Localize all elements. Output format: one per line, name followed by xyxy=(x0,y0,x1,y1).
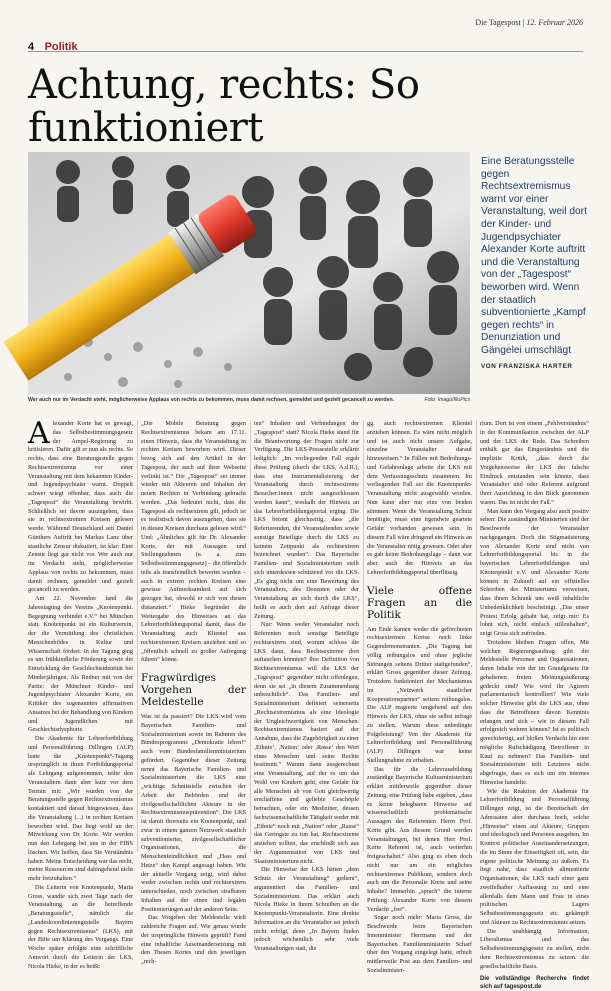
column-rule xyxy=(476,420,477,852)
issue-date: 12. Februar 2026 xyxy=(526,18,583,27)
section-header xyxy=(28,37,583,52)
column-rule xyxy=(137,420,138,852)
paragraph: Sogar noch mehr: Maria Gross, die Beschwerde beim Bayerischen Innenminister Herrmann und der Bayerischen Familienministerin Scharf über den Vorgang eingelegt hatte, erhielt mittlerweile Post aus dem Familien- und Sozialminister- xyxy=(367,914,472,974)
paragraph: Die Hinweise der LKS hätten „dem Schutz der Veranstaltung“ gedient“, argumentiert das Familien- und Sozialministerium. Das erklärt auch Nicola Hieke in ihrem Schreiben an die Knotenpunkt-Veranstalterin. Eine direkte Information an die Veranstalter sei jedoch nicht erfolgt, denn „In Bayern finden jedoch wöchentlich sehr viele Veranstaltungen statt, die xyxy=(254,866,359,952)
paragraph: Nur: Wenn weder Veranstalter noch Referenten noch sonstige Beteiligte rechtsextrem sind, worum schloss die LKS dann, dass Rechtsextreme dort auftauchen könnten? Ihre Definition von Rechtsextremismus will die LKS der „Tagespost“ gegenüber nicht offenlegen, denn sie sei „in diesem Zusammenhang unbeachtlich“. Das Familien- und Sozialministerium definiert seinerseits „Rechtsextremismus als eine Ideologie der Ungleichwertigkeit von Menschen. Rechtsextremismus basiert auf der Annahme, dass die Zugehörigkeit zu einer ‚Ethnie‘, ‚Nation‘ oder ‚Rasse‘ den Wert eines Menschen und seine Rechte bestimmt.“ Warum dann ausgerechnet eine Veranstaltung, auf der es um das Wohl von Kindern geht, eine Gefahr für alle Menschen ab von Gott gleichwertig erschaffene und geliebte Geschöpfe betrachten, oder ein Mediziner, dessen fachwissenschaftliche Tätigkeit weder mit „Ethnie“ noch mit „Nation“ oder „Rasse“ das Geringste zu tun hat, Rechtsextreme anziehen sollten, das erschließt sich aus der Argumentation von LKS und Staatsministerium nicht. xyxy=(254,621,359,865)
photo-credit: Foto: Imago/IlluPics xyxy=(424,397,470,403)
endnote-link[interactable]: Die vollständige Recherche findet sich auf tagespost.de xyxy=(480,976,589,991)
subheading: Viele offene Fragen an die Politik xyxy=(367,584,472,621)
article-column-1 xyxy=(28,416,133,970)
paragraph: Trotzdem bleiben Fragen offen. Mit welchen Regierungsauftrag gibt die Meldestelle Personen und Organisationen, deren Inhalte von der im Grundgesetz für gehaltenen freien Meinungsäußerung gedeckt sind? Wie wird ihr Agieren parlamentarisch kontrolliert? Wie viele solcher Hinweise gibt die LKS aus, ohne dass die Betroffenen davon Kenntnis erlangen und sich – wie in diesem Fall erfolgreich wehren können? Ist es politisch gerechtfertigt, auf bloßen Verdacht hin eine mögliche Rufschädigung Betroffener in Kauf zu nehmen? Das Familien- und Sozialministerium teilt Letzteres nicht abgefragte, dass es sich um ein internes Hinweise handelte. xyxy=(480,638,589,786)
paragraph: Das für die Lehrerausbildung zuständige Bayerische Kultusministerium erklärt mittlerweile gegenüber dieser Zeitung, eine Prüfung habe ergeben, „dass es keine belegbaren Hinweise auf wissenschaftlich problematische Aussagen des Referenten Herrn Prof. Korte gibt. Aus diesem Grund werden Veranstaltungen, bei denen Herr Prof. Korte Referent ist, auch weiterhin freigeschaltet.“ Also ging es eben doch nicht nur um ein mögliches rechtsextremes Publikum, sondern doch auch um die Personalie Korte und seine Inhalte? Immerhin „sprach“ die interne Prüfung Alexander Korte von diesem Verdacht „frei“. xyxy=(367,765,472,913)
paragraph: Man kann den Vorgang also auch positiv sehen: Die zuständigen Ministerien sind der Beschwerde der Veranstalter nachgegangen. Doch die Stigmatisierung von Alexander Korte sind nicht von Lehrerfortbildungsportal bis in die bayerischen Lehrerfortbildungen und Knotenpunkt e.V. und Alexander Korte können in Zukunft auf ein offizielles Schreiben des Ministeriums verweisen, dass ihnen Schrank uns weiß inhaltliche Unbedenklichkeit bescheinigt. „Das unser Protest Erfolg gehabt hat, zeigt mir: Es lohnt sich, nicht einfach stillzuhalten“, zeigt Gross sich zufrieden. xyxy=(480,507,589,637)
caption-text: Wer auch nur im Verdacht steht, möglicherweise Applaus von rechts zu bekommen, muss damit rechnen, gemeldet und gezielt gecancelt zu werden. xyxy=(28,397,395,403)
article-column-2 xyxy=(141,420,246,965)
paragraph: „Die Mobile Beratung gegen Rechtsextremismus bekam am 17.11. einen Hinweis, dass die Veranstaltung in rechten Kreisen beworben wird. Dieser bezog sich auf den Artikel in der Tagespost, der auch auf ihrer Webseite verlinkt ist.“ Die „Tagespost“ sei immer wieder mit Akteuren und Inhalten der neuen Rechten in Verbindung gebracht worden. „Das bedeutet nicht, dass die Tagespost als rechtsextrem gilt, jedoch ist es realistisch davon auszugehen, dass sie in diesen Kreisen durchaus gelesen wird.“ Und: „Ähnliches gilt für Dr. Alexander Korte, der mit Aussagen und Stellungnahmen (u. a. zum Selbstbestimmungsgesetz) – die öffentlich teils als transfeindlich bewertet wurden – auch in extrem rechten Kreisen eine gewisse Aufmerksamkeit auf sich gezogen hat, obwohl er sich von diesen distanziert.“ Hieke begründet die Weitergabe des Hinweises an das Lehrerfortbildungsportal damit, dass die Veranstaltung auch Klientel aus rechtsextremen Kreisen anziehen und so „öffentlich schnell zu großer Aufregung führen“ könne. xyxy=(141,420,246,664)
subheading: Fragwürdiges Vorgehen der Meldestelle xyxy=(141,672,246,708)
paragraph: Alexander Korte hat es gewagt, das Selbstbestimmungsgesetz der Ampel-Regierung zu kritisieren. Dafür gilt er nun als rechts. So rechts, dass eine Beratungsstelle gegen Rechtsextremismus vor einer Veranstaltung mit dem bekannten Kinder- und Jugendpsychiater warnt. Doppelt schwer wiegt offenbar, dass auch die „Tagespost“ die Veranstaltung bewirbt. Schließlich sei davon auszugehen, dass sie in rechtsextremen Kreisen gelesen werde. Während Deutschland seit Daniel Günthers Auftritt bei Markus Lanz über staatliche Zensur diskutiert, ist klar: Eine Zensur liegt gar nicht vor. Wer auch nur im Verdacht steht, möglicherweise Applaus von rechts zu bekommen, muss damit rechnen, gemeldet und gezielt gecancelt zu werden. xyxy=(28,416,133,594)
drop-cap: A xyxy=(28,416,50,451)
masthead-separator: | xyxy=(522,18,525,27)
paragraph: Die unabhängig Information, Liberalismus und das Selbstbestimmungsgesetz zu stellen, nicht dem Rechtsextremismus zu setzen. die gesellschaftliche Basis. xyxy=(480,927,589,970)
column-rule xyxy=(250,420,251,852)
paragraph: Am 22. November fand die Jahrestagung des Vereins „Knotenpunkt. Begegnung verbindet e.V.“ bei München statt. Knotenpunkt ist ein Kulturverein, der die Vermittlung des christlichen Menschenbildes in Kultur und Wissenschaft fördert. In der Tagung ging es um frühkindliche Förderung sowie die Entwicklung der Geschlechtsidentität bei Minderjährigen. Als Redner mit von der Partie: der Münchner Kinder- und Jugendpsychiater Alexander Korte, ein Kritiker des sogenannten affirmativen Ansatzes bei der Behandlung von Kindern und Jugendlichen mit Geschlechtsdysphorie. xyxy=(28,595,133,734)
headline-line-1: Achtung, rechts: So funktioniert xyxy=(28,62,420,151)
pencil-eraser-illustration xyxy=(28,152,470,394)
paragraph: ten“ Inhalten und Verbindungen der „Tagespost“ statt? Nicola Hieke stand für die Beantwortung der Fragen nicht zur Verfügung. Die LKS-Pressestelle erklärte lediglich: „Im vorliegenden Fall ergab diese Prüfung (durch die LKS, A.d.R.), dass eine Instrumentalisierung der Veranstaltung durch rechtsextreme Besucher:innen nicht ausgeschlossen werden kann“, weshalb der Hinweis an das Lehrerfortbildungsportal erging. Die LKS betont gleichzeitig, dass „die Referierenden, die Veranstaltenden sowie sonstige Beteiligte durch die LKS zu keinem Zeitpunkt als rechtsextrem bezeichnet wurden“. Das Bayerische Familien- und Sozialministerium stellt sich unterdessen schützend vor die LKS. „Es ging nicht um eine Bewertung des Veranstalters, des Dozenten oder der Veranstaltung an sich durch die LKS“, heißt es auch dort auf Anfrage dieser Zeitung. xyxy=(254,420,359,620)
paragraph: Die Akademie für Lehrerfortbildung und Personalführung Dillingen (ALP) hatte die „Knotenpunkt“-Tagung ursprünglich in ihren Fortbildungsportal als Lehrgang aufgenommen, teilte den Veranstaltern dann aber kurz vor dem Termin mit: „Wir wurden von der Beratungsstelle gegen Rechtsextremismus kontaktiert und darauf hingewiesen, dass die Veranstaltung (...) in rechten Kreisen beworben wird. Das liegt wohl an der Mitwirkung von Dr. Korte. Wir werden nun den Lehrgang bei uns in der FIBS löschen. Wir hoffen, dass Sie Verständnis haben. Meine Entscheidung war das nicht, meine Ressourcen sind dahingehend nicht mehr freizuhalten.“ xyxy=(28,735,133,882)
section-name: Politik xyxy=(44,41,78,53)
paragraph: Wie die Reaktion der Akademie für Lehrerfortbildung und Personalführung Dillingen zeigt, ist die Bereitschaft der Adressaten aber durchaus hoch, solche „Hinweise“ einen auf Akteure, Gruppen und ideologisch und Personen ausgehen. Im Kontext politischer Auseinandersetzungen, die im Sinne der Einseitigkeit oft, sein, die eigene politische Meinung zu äußern. Es liegt nahe, dass staatlich alimentierte Organisationen, die LKS nach einer ganz zweifelhafter Auffassung zu und eine allenfalls dem Mann und Frau in eines politischen Lagers Selbstbestimmungsgesetz etc. gekämpft und Akteure zu Rechtsextremismus setzen. xyxy=(480,787,589,926)
paragraph: Was ist da passiert? Die LKS wird vom Bayerischen Familien- und Sozialministerium sowie im Rahmen des Bundesprogramms „Demokratie leben!“ auch vom Bundesfamilienministerium gefördert. Gegenüber dieser Zeitung nennt das Bayerische Familien- und Sozialministerium die LKS eine „wichtige Schnittstelle zwischen der Arbeit der Behörden und der zivilgesellschaftlichen Akteure in der Rechtsextremismusprävention“. Die LKS ist damit ihrerseits ein Knotenpunkt, und zwar in einem ganzen Netzwerk staatlich subventionierter, zivilgesellschaftlicher Organisationen, die Menschenfeindlichkeit und „Hass und Hetze“ den Kampf angesagt haben. Wie der aktuelle Vorgang zeigt, wird dabei weder zwischen rechts und rechtsextrem unterschieden, noch zwischen strafbaren Inhalten auf der einen und legalen Positionierungen auf der anderen Seite. xyxy=(141,713,246,913)
photo-caption xyxy=(28,397,470,407)
article-column-4 xyxy=(367,420,472,974)
page-number: 4 xyxy=(28,41,35,53)
paper-name: Die Tagespost xyxy=(475,18,521,27)
article-column-3 xyxy=(254,420,359,952)
article-lead xyxy=(481,156,589,373)
masthead xyxy=(28,18,583,32)
article-column-5 xyxy=(480,420,589,991)
paragraph: Die Leiterin von Knotenpunkt, Maria Gross, wandte sich zwei Tage nach der Veranstaltung an die betreffende „Beratungsstelle“, nämlich die „Landeskoordinierungsstelle Bayern gegen Rechtsextremismus“ (LKS), mit der Bitte um Klärung des Vorgangs. Eine Woche später erfolgte eine schriftliche Antwort durch die Leiterin der LKS, Nicola Hieke, in der es heißt: xyxy=(28,883,133,970)
paragraph: Das Vorgehen der Meldestelle wirft zahlreiche Fragen auf. Wie genau wurde der ursprüngliche Hinweis geprüft? Fand eine inhaltliche Auseinandersetzung mit den Thesen Kortes und den jeweiligen „rech- xyxy=(141,914,246,965)
paragraph: Am Ende kamen weder die geförchteten rechtsextremen Kreise noch linke Gegendemonstranten. „Die Tagung hat völlig reibungslos und ohne jegliche Störungen seitens Dritter stattgefunden“, erklärt Gross gegenüber dieser Zeitung. Trotzdem funktioniert der Mechanismus im „Netzwerk staatlicher Kooperationspartner“ seitens reibungslos. Die ALP reagierte umgehend auf den Hinweis der LKS, ohne sie selbst infrage zu stellen. Warum diese unbedingte Folgeleistung? Von der Akademie für Lehrerfortbildung und Personalführung (ALP) Dillingen war keine Stellungnahme zu erhalten. xyxy=(367,625,472,764)
paragraph: gg. auch rechtsextremen Klientel anziehen können. Es wäre nicht möglich und ist auch nicht unsere Aufgabe, einzelne Veranstalter darauf hinzuweisen.“ In Fällen mit Bedrohungs- und Gefahrenlage arbeite die LKS mit dem Verfassungsschutz zusammen. Im vorliegenden Fall sei die Knotenpunkt-Veranstaltung nicht ausgewählt worden. Nun kann aber nur eins von beiden stimmen: Wenn die Veranstaltung Schutz benötigte, muss eine irgendwie geartete Gefahr vorhanden gewesen sein. In diesem Fall wäre dringend ein Hinweis an die Veranstalter nötig gewesen. Oder aber es gab keine Bedrohungslage – dann war aber auch der Hinweis an das Lehrerfortbildungsportal überflüssig. xyxy=(367,420,472,576)
column-rule xyxy=(363,420,364,852)
lead-text: Eine Beratungsstelle gegen Rechtsextremismus warnt vor einer Veranstaltung, weil dort der Kinder- und Jugendpsychiater Alexander Korte auftritt und die Veranstaltung von der „Tagespost“ beworben wird. Wenn der staatlich subventionierte „Kampf gegen rechts“ in Denunziation und Gängelei umschlägt xyxy=(481,156,587,356)
article-photo xyxy=(28,152,470,394)
paragraph: rium. Dort ist von einem „Fehlverständnis“ in der Kommunikation zwischen der ALP und der LKS die Rede. Das Schreiben enthält gar das Eingeständnis und die implizite Kritik, „dass durch die Vorgehensweise der LKS der falsche Eindruck entstanden sein könnte, dass Veranstalter und oder Referent aufgrund ihrer Ausrichtung in den Blick genommen waren. Das ist nicht der Fall.“ xyxy=(480,420,589,506)
byline: VON FRANZISKA HARTER xyxy=(481,362,573,370)
